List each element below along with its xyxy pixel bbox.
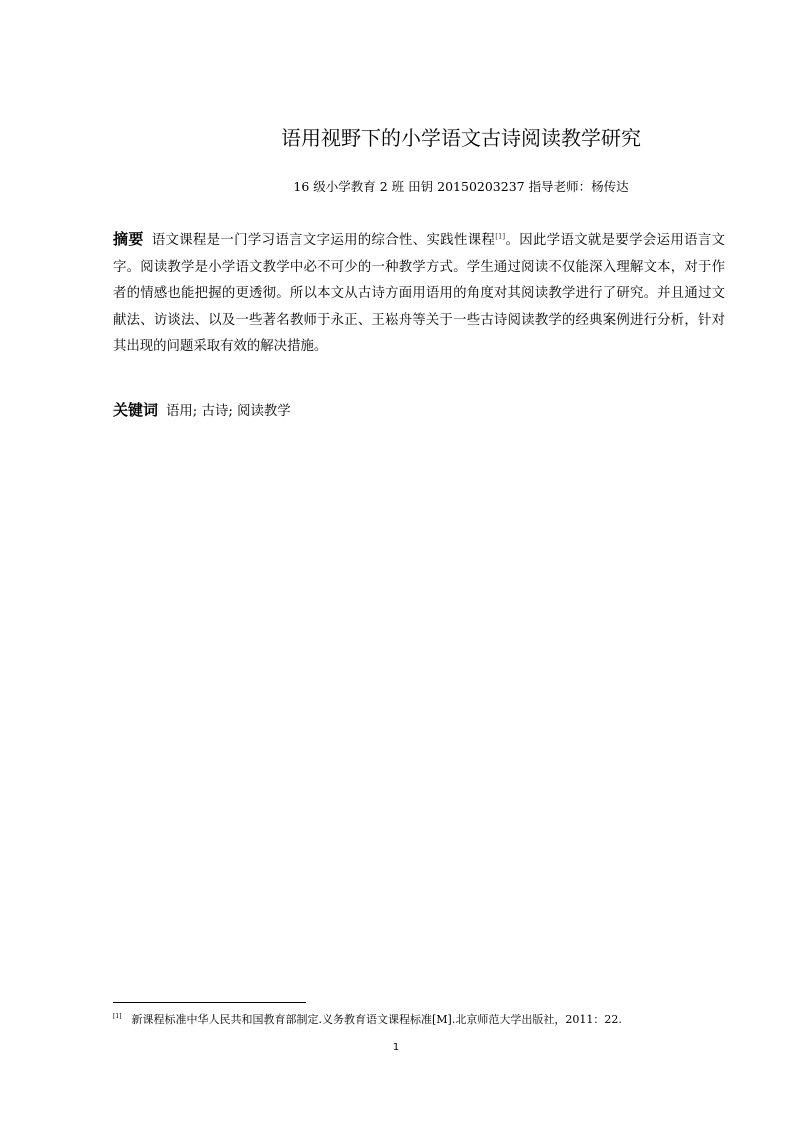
abstract-reference-mark[interactable]: [1] [495,232,506,241]
footnote-mark: [1] [113,1013,122,1021]
abstract-text-part-1: 语文课程是一门学习语言文字运用的综合性、实践性课程 [151,233,496,248]
keywords-section [113,399,719,423]
paper-title: 语用视野下的小学语文古诗阅读教学研究 [281,126,641,150]
keywords-text: 语用; 古诗; 阅读教学 [166,404,291,419]
page-number: 1 [392,1042,400,1053]
abstract-label: 摘要 [113,230,144,248]
abstract-section [113,226,725,361]
footnote [113,1011,733,1029]
abstract-text-part-2: 。因此学语文就是要学会运用语言文字。阅读教学是小学语文教学中必不可少的一种教学方式。学生通过阅读不仅能深入理解文本，对于作者的情感也能把握的更透彻。所以本文从古诗方面用语用的角度对其阅读教学进行了研究。并且通过文献法、访谈法、以及一些著名教师于永正、王崧舟等关于一些古诗阅读教学的经典案例进行分析，针对其出现的问题采取有效的解决措施。 [113,233,725,355]
footnote-separator [113,1002,306,1003]
author-line: 16 级小学教育 2 班 田钥 20150203237 指导老师：杨传达 [293,179,629,194]
footnote-text: 新课程标准中华人民共和国教育部制定.义务教育语文课程标准[M].北京师范大学出版社，2011：22. [131,1013,622,1026]
abstract-paragraph [113,226,725,361]
keywords-label: 关键词 [113,401,159,419]
